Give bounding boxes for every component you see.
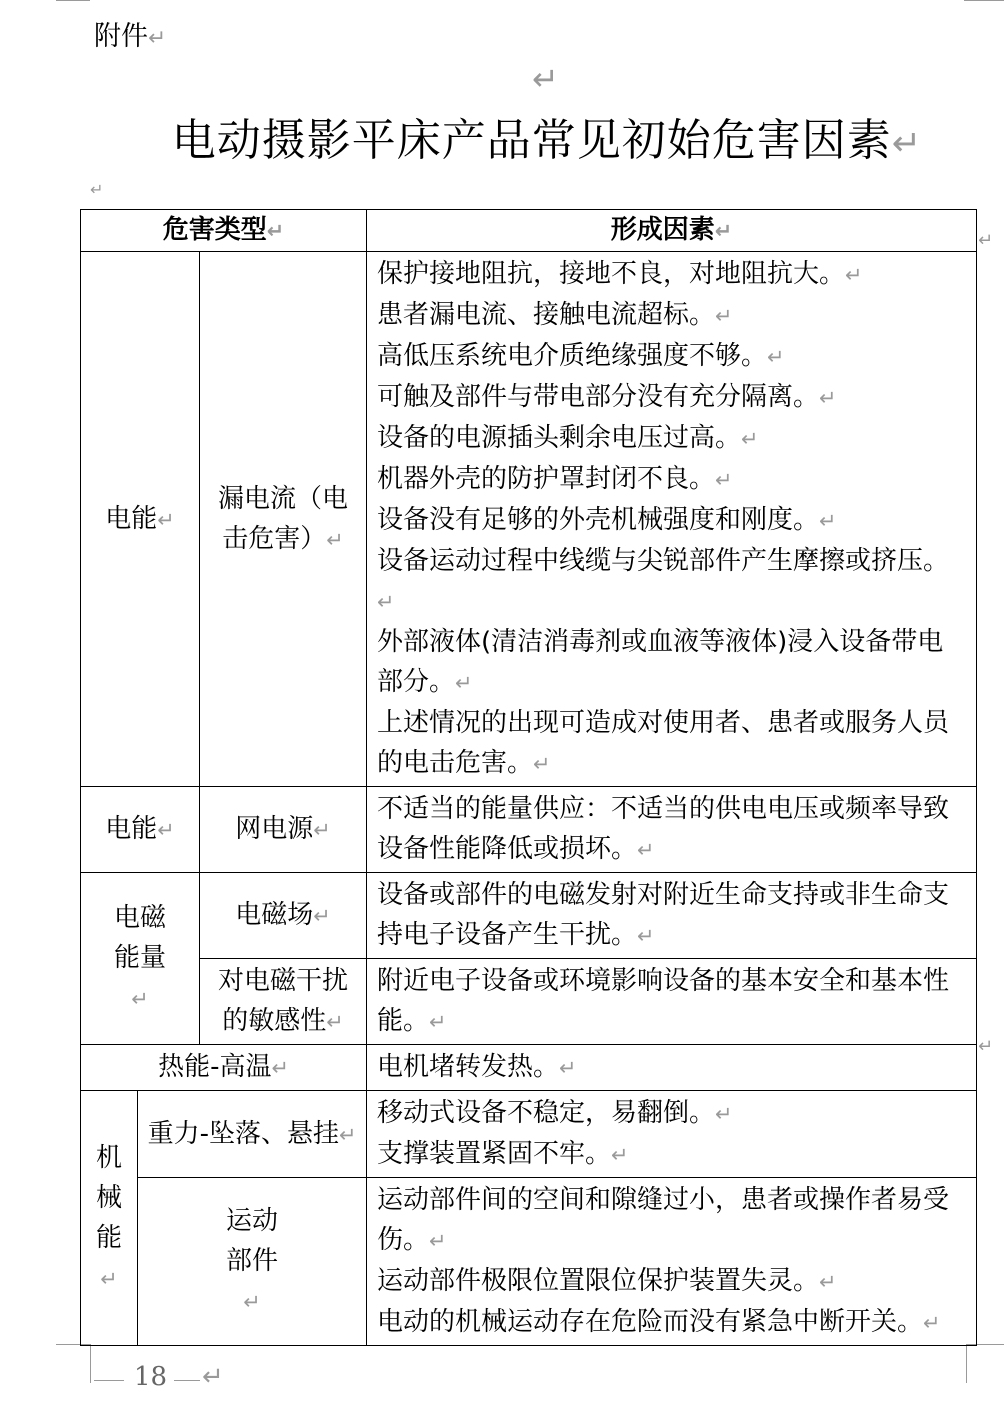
factor-line: 设备或部件的电磁发射对附近生命支持或非生命支持电子设备产生干扰。↵ <box>377 880 950 950</box>
table-row <box>81 959 977 1045</box>
factor-line: 附近电子设备或环境影响设备的基本安全和基本性能。↵ <box>377 966 950 1036</box>
factor-cell <box>367 1091 977 1178</box>
table-row <box>81 1091 977 1178</box>
page-title: 电动摄影平床产品常见初始危害因素↵ <box>171 115 923 166</box>
factor-line: 支撑装置紧固不牢。↵ <box>377 1139 629 1169</box>
table-row <box>81 1178 977 1346</box>
crop-mark-bottom-left <box>56 1344 91 1383</box>
table-row <box>81 873 977 959</box>
attachment-label: 附件↵ <box>94 21 167 52</box>
row-end-mark: ↵ <box>978 1036 994 1057</box>
factor-cell <box>367 873 977 959</box>
category-cell: 电能↵ <box>81 252 200 787</box>
factor-cell <box>367 1045 977 1091</box>
factor-cell <box>367 252 977 787</box>
paragraph-mark: ↵ <box>202 1362 224 1392</box>
subcategory-cell: 电磁场↵ <box>200 873 367 959</box>
table-header-row <box>81 210 977 252</box>
table-row <box>81 787 977 873</box>
factor-line: 电动的机械运动存在危险而没有紧急中断开关。↵ <box>377 1307 941 1337</box>
factor-line: 运动部件间的空间和隙缝过小，患者或操作者易受伤。↵ <box>377 1185 950 1255</box>
factor-line: 保护接地阻抗，接地不良，对地阻抗大。↵ <box>377 259 863 289</box>
factor-line: 移动式设备不稳定，易翻倒。↵ <box>377 1098 733 1128</box>
factor-cell <box>367 959 977 1045</box>
factor-line: 患者漏电流、接触电流超标。↵ <box>377 300 733 330</box>
header-hazard-type: 危害类型↵ <box>81 210 367 252</box>
factor-line: 可触及部件与带电部分没有充分隔离。↵ <box>377 382 837 412</box>
row-end-mark: ↵ <box>978 230 994 251</box>
factor-line: 设备运动过程中线缆与尖锐部件产生摩擦或挤压。↵ <box>377 546 950 614</box>
subcategory-cell: 运动部件↵ <box>138 1178 367 1346</box>
factor-line: 高低压系统电介质绝缘强度不够。↵ <box>377 341 785 371</box>
table-row <box>81 252 977 787</box>
category-cell: 电能↵ <box>81 787 200 873</box>
factor-line: 外部液体(清洁消毒剂或血液等液体)浸入设备带电部分。↵ <box>377 627 944 697</box>
subcategory-cell: 网电源↵ <box>200 787 367 873</box>
factor-cell <box>367 1178 977 1346</box>
subcategory-cell: 对电磁干扰的敏感性↵ <box>200 959 367 1045</box>
factor-line: 机器外壳的防护罩封闭不良。↵ <box>377 464 733 494</box>
hazard-table <box>80 209 977 1346</box>
factor-line: 不适当的能量供应：不适当的供电电压或频率导致设备性能降低或损坏。↵ <box>377 794 950 864</box>
factor-line: 设备没有足够的外壳机械强度和刚度。↵ <box>377 505 837 535</box>
paragraph-mark: ↵ <box>532 60 559 98</box>
factor-line: 设备的电源插头剩余电压过高。↵ <box>377 423 759 453</box>
crop-mark-bottom-right <box>966 1344 1004 1383</box>
page-number-line <box>94 1380 124 1381</box>
table-row <box>81 1045 977 1091</box>
category-cell: 电磁能量↵ <box>81 873 200 1045</box>
page-number: 18 <box>134 1362 168 1392</box>
category-cell: 热能-高温↵ <box>81 1045 367 1091</box>
factor-line: 上述情况的出现可造成对使用者、患者或服务人员的电击危害。↵ <box>377 708 950 778</box>
factor-line: 电机堵转发热。↵ <box>377 1052 577 1082</box>
crop-mark-top-left <box>56 0 90 1</box>
hazard-table-wrapper <box>80 209 977 1346</box>
header-forming-factors: 形成因素↵ <box>367 210 977 252</box>
paragraph-mark: ↵ <box>90 180 104 199</box>
page-number-line <box>174 1380 200 1381</box>
subcategory-cell: 重力-坠落、悬挂↵ <box>138 1091 367 1178</box>
crop-mark-top-right <box>964 0 1004 1</box>
factor-line: 运动部件极限位置限位保护装置失灵。↵ <box>377 1266 837 1296</box>
factor-cell <box>367 787 977 873</box>
subcategory-cell: 漏电流（电击危害）↵ <box>200 252 367 787</box>
category-cell: 机械能↵ <box>81 1091 138 1346</box>
